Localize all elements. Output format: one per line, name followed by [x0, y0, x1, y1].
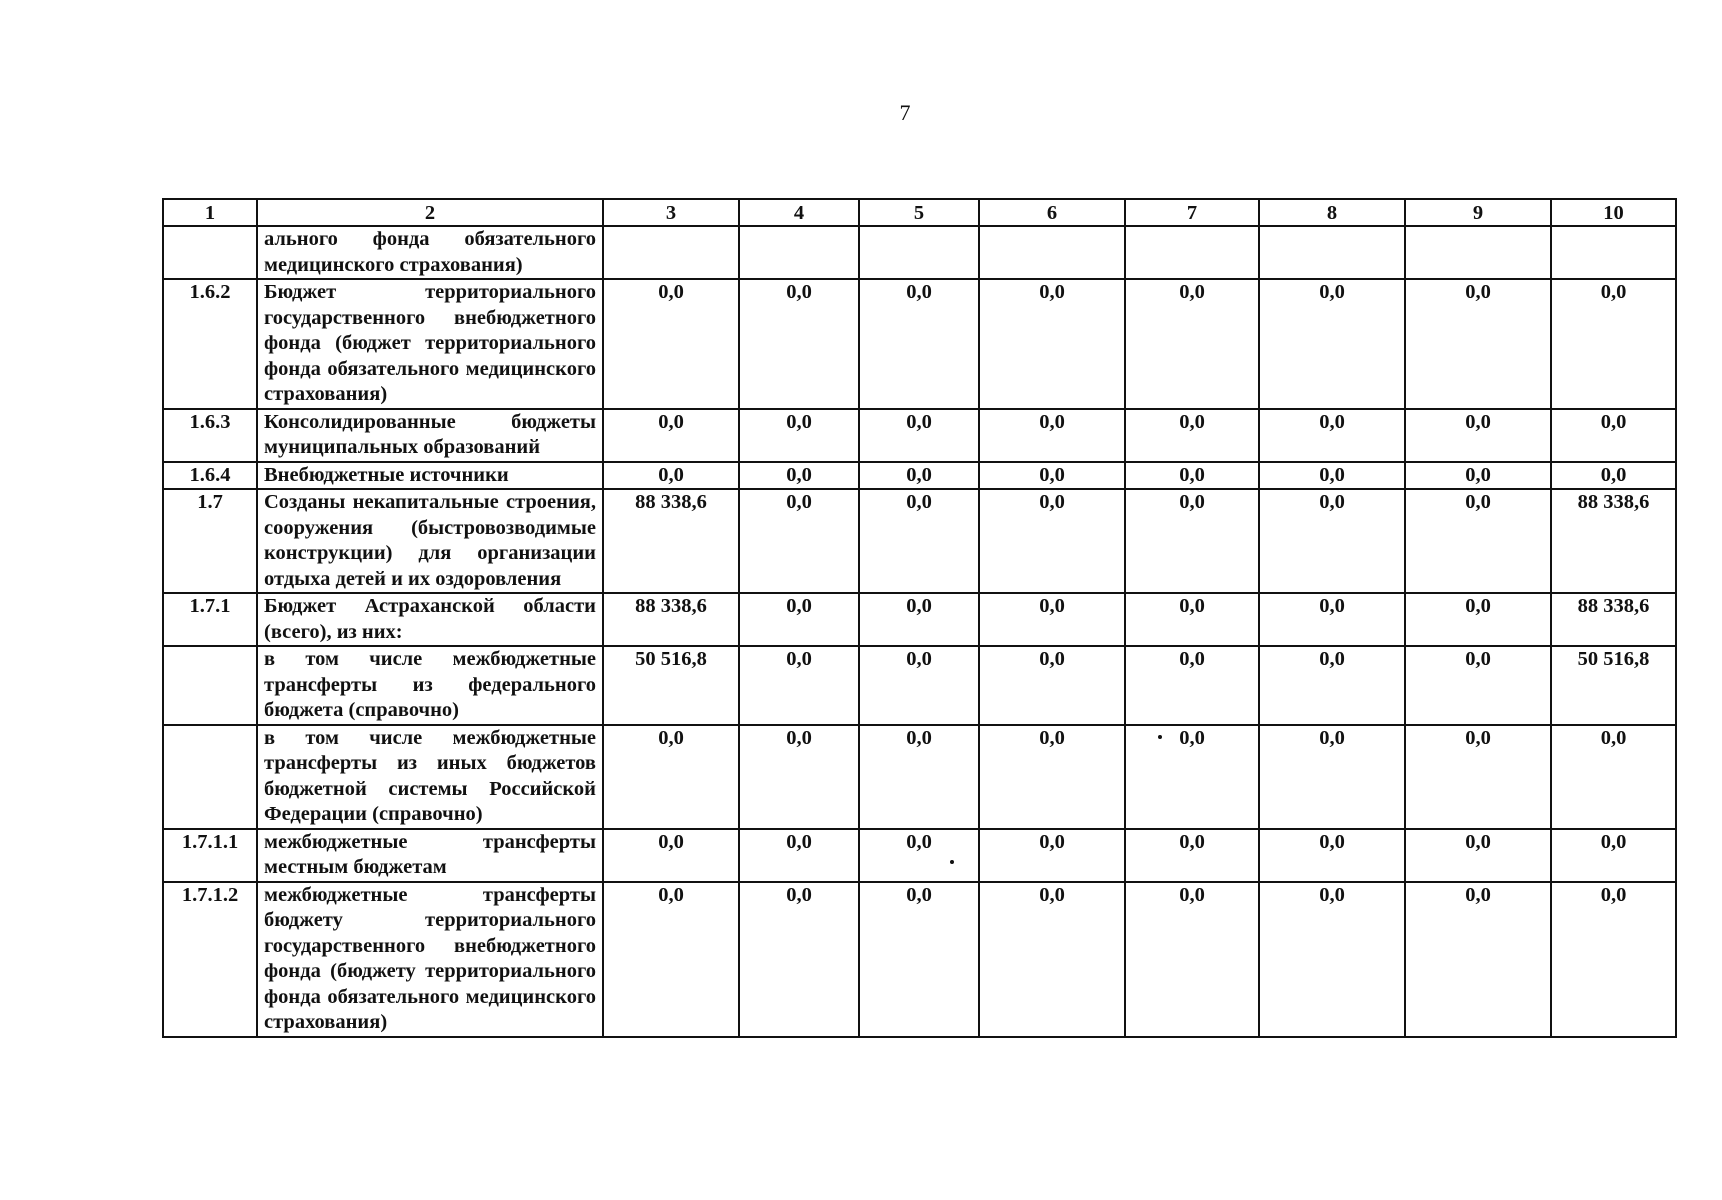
row-value-cell: 0,0 — [739, 829, 859, 882]
row-value-cell: 0,0 — [1405, 279, 1551, 409]
row-value-cell: 0,0 — [1551, 882, 1676, 1037]
row-code-cell — [163, 226, 257, 279]
row-value-cell: 0,0 — [739, 279, 859, 409]
row-code-cell — [163, 725, 257, 829]
table-header-row — [163, 199, 1676, 226]
row-value-cell: 0,0 — [1551, 409, 1676, 462]
row-value-cell: 88 338,6 — [1551, 593, 1676, 646]
table-body — [163, 199, 1676, 1037]
row-value-cell: 50 516,8 — [603, 646, 739, 725]
row-value-cell: 0,0 — [1405, 829, 1551, 882]
row-value-cell: 0,0 — [859, 462, 979, 490]
row-value-cell: 0,0 — [1551, 829, 1676, 882]
row-value-cell: 0,0 — [1125, 279, 1259, 409]
row-description-cell: Созданы некапитальные строения, сооружения (быстровозводимые конструкции) для организации отдыха детей и их оздоровления — [257, 489, 603, 593]
row-value-cell: 0,0 — [859, 279, 979, 409]
row-value-cell: 0,0 — [979, 646, 1125, 725]
column-header: 9 — [1405, 199, 1551, 226]
table-row — [163, 279, 1676, 409]
row-value-cell: 0,0 — [859, 593, 979, 646]
table-row — [163, 725, 1676, 829]
row-value-cell: 0,0 — [979, 462, 1125, 490]
row-value-cell: 0,0 — [859, 882, 979, 1037]
row-value-cell: 0,0 — [979, 489, 1125, 593]
row-value-cell: 0,0 — [859, 725, 979, 829]
row-value-cell: 0,0 — [603, 279, 739, 409]
row-value-cell: 0,0 — [739, 489, 859, 593]
row-value-cell: 0,0 — [859, 489, 979, 593]
row-description-cell: межбюджетные трансферты местным бюджетам — [257, 829, 603, 882]
row-code-cell: 1.6.4 — [163, 462, 257, 490]
row-value-cell — [1405, 226, 1551, 279]
row-value-cell: 0,0 — [1551, 279, 1676, 409]
row-code-cell: 1.6.3 — [163, 409, 257, 462]
row-description-cell: в том числе межбюджетные трансферты из иных бюджетов бюджетной системы Российской Федерации (справочно) — [257, 725, 603, 829]
row-description-cell: межбюджетные трансферты бюджету территориального государственного внебюджетного фонда (бюджету территориального фонда обязательного медицинского страхования) — [257, 882, 603, 1037]
page-number: 7 — [899, 100, 911, 125]
row-value-cell: 0,0 — [1405, 409, 1551, 462]
column-header: 2 — [257, 199, 603, 226]
row-description-cell: Внебюджетные источники — [257, 462, 603, 490]
row-value-cell: 50 516,8 — [1551, 646, 1676, 725]
column-header: 10 — [1551, 199, 1676, 226]
row-value-cell: 0,0 — [1259, 646, 1405, 725]
row-value-cell: 0,0 — [1259, 489, 1405, 593]
row-value-cell: 0,0 — [1259, 462, 1405, 490]
row-value-cell: 0,0 — [739, 646, 859, 725]
column-header: 5 — [859, 199, 979, 226]
table-row — [163, 409, 1676, 462]
row-value-cell: 0,0 — [1125, 882, 1259, 1037]
scan-speck — [1158, 735, 1162, 739]
row-value-cell: 0,0 — [603, 829, 739, 882]
column-header: 8 — [1259, 199, 1405, 226]
row-value-cell: 88 338,6 — [603, 593, 739, 646]
table-row — [163, 882, 1676, 1037]
row-code-cell — [163, 646, 257, 725]
row-value-cell — [1125, 226, 1259, 279]
row-value-cell: 88 338,6 — [1551, 489, 1676, 593]
row-description-cell: Бюджет Астраханской области (всего), из них: — [257, 593, 603, 646]
row-value-cell — [859, 226, 979, 279]
row-value-cell: 0,0 — [1405, 593, 1551, 646]
row-value-cell: 0,0 — [979, 829, 1125, 882]
row-value-cell: 0,0 — [1125, 646, 1259, 725]
column-header: 7 — [1125, 199, 1259, 226]
table-row — [163, 226, 1676, 279]
row-value-cell: 0,0 — [739, 882, 859, 1037]
row-description-cell: в том числе межбюджетные трансферты из федерального бюджета (справочно) — [257, 646, 603, 725]
row-value-cell: 0,0 — [603, 882, 739, 1037]
row-code-cell: 1.6.2 — [163, 279, 257, 409]
column-header: 4 — [739, 199, 859, 226]
row-value-cell: 0,0 — [1405, 489, 1551, 593]
row-value-cell: 0,0 — [739, 409, 859, 462]
row-value-cell: 0,0 — [979, 409, 1125, 462]
row-value-cell: 0,0 — [603, 725, 739, 829]
row-description-cell: Консолидированные бюджеты муниципальных образований — [257, 409, 603, 462]
row-value-cell: 0,0 — [1405, 646, 1551, 725]
row-value-cell: 0,0 — [1405, 882, 1551, 1037]
table-row — [163, 489, 1676, 593]
row-value-cell: 0,0 — [603, 409, 739, 462]
row-value-cell: 0,0 — [1125, 829, 1259, 882]
row-value-cell: 0,0 — [1259, 725, 1405, 829]
row-value-cell: 0,0 — [979, 725, 1125, 829]
row-value-cell: 0,0 — [1259, 409, 1405, 462]
row-value-cell: 0,0 — [859, 829, 979, 882]
row-code-cell: 1.7 — [163, 489, 257, 593]
row-value-cell: 0,0 — [979, 882, 1125, 1037]
row-value-cell: 0,0 — [603, 462, 739, 490]
table-row — [163, 593, 1676, 646]
row-value-cell: 88 338,6 — [603, 489, 739, 593]
row-code-cell: 1.7.1.1 — [163, 829, 257, 882]
row-value-cell — [739, 226, 859, 279]
budget-table — [162, 198, 1677, 1038]
row-value-cell: 0,0 — [739, 462, 859, 490]
row-value-cell: 0,0 — [859, 646, 979, 725]
row-value-cell — [979, 226, 1125, 279]
row-value-cell: 0,0 — [1125, 489, 1259, 593]
column-header: 1 — [163, 199, 257, 226]
row-value-cell: 0,0 — [1405, 725, 1551, 829]
column-header: 6 — [979, 199, 1125, 226]
row-value-cell: 0,0 — [1125, 725, 1259, 829]
row-value-cell: 0,0 — [1259, 593, 1405, 646]
scan-speck — [950, 860, 954, 864]
row-value-cell: 0,0 — [1259, 882, 1405, 1037]
table-row — [163, 646, 1676, 725]
row-value-cell: 0,0 — [979, 279, 1125, 409]
row-value-cell — [1551, 226, 1676, 279]
row-value-cell: 0,0 — [1125, 462, 1259, 490]
row-description-cell: Бюджет территориального государственного внебюджетного фонда (бюджет территориального фонда обязательного медицинского страхования) — [257, 279, 603, 409]
row-value-cell — [1259, 226, 1405, 279]
row-value-cell: 0,0 — [1125, 409, 1259, 462]
row-code-cell: 1.7.1.2 — [163, 882, 257, 1037]
row-value-cell: 0,0 — [1551, 725, 1676, 829]
row-value-cell: 0,0 — [1125, 593, 1259, 646]
table-row — [163, 462, 1676, 490]
row-value-cell: 0,0 — [979, 593, 1125, 646]
row-code-cell: 1.7.1 — [163, 593, 257, 646]
row-value-cell: 0,0 — [1405, 462, 1551, 490]
row-description-cell: ального фонда обязательного медицинского страхования) — [257, 226, 603, 279]
row-value-cell: 0,0 — [739, 593, 859, 646]
row-value-cell: 0,0 — [1259, 829, 1405, 882]
table-row — [163, 829, 1676, 882]
row-value-cell: 0,0 — [1259, 279, 1405, 409]
row-value-cell: 0,0 — [1551, 462, 1676, 490]
row-value-cell: 0,0 — [739, 725, 859, 829]
column-header: 3 — [603, 199, 739, 226]
row-value-cell — [603, 226, 739, 279]
row-value-cell: 0,0 — [859, 409, 979, 462]
